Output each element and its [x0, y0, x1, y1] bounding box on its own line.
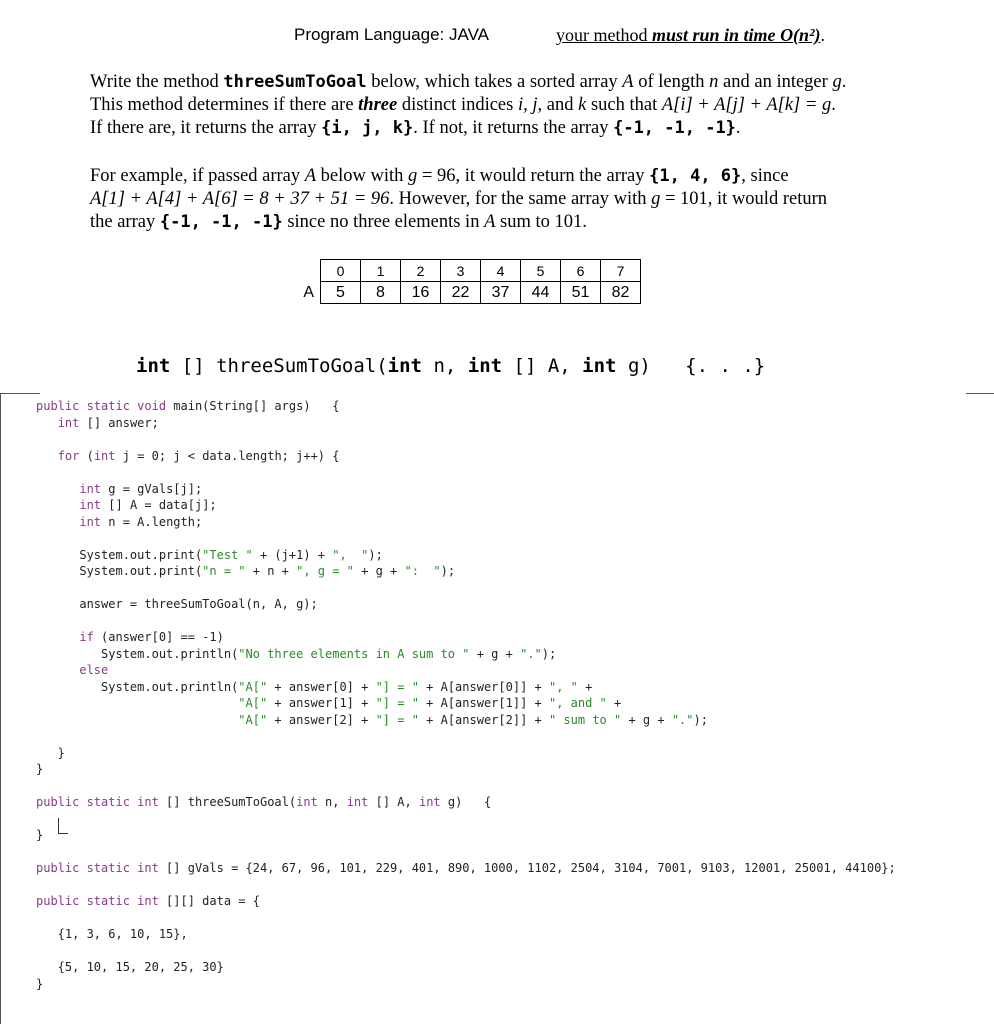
code-keyword: int — [79, 498, 102, 512]
code-text — [36, 416, 58, 430]
array-value-cell: 82 — [601, 282, 641, 304]
code-line — [36, 613, 896, 630]
code-text: ); — [368, 547, 383, 562]
code-line — [36, 893, 896, 910]
code-line — [36, 431, 896, 448]
code-text: {5, 10, 15, 20, 25, 30} — [36, 960, 224, 974]
code-block — [36, 398, 896, 992]
text: . However, for the same array with — [389, 189, 652, 209]
code-string: "] = " — [375, 696, 419, 710]
index-row-spacer — [282, 260, 321, 282]
code-line — [36, 530, 896, 547]
code-line — [36, 695, 896, 712]
code-text: + A[answer[1]] + — [418, 696, 549, 710]
code-line — [36, 464, 896, 481]
example-line-2 — [90, 188, 827, 211]
text: g) — [616, 355, 651, 377]
example-line-3 — [90, 211, 827, 234]
code-line — [36, 563, 896, 580]
code-line — [36, 910, 896, 927]
code-text: + answer[2] + — [267, 712, 376, 727]
code-string: "A[" — [238, 679, 268, 694]
array-index-cell: 2 — [401, 260, 441, 282]
text: , since — [741, 166, 789, 186]
code-text: j = 0; j < data.length; j++) { — [115, 448, 340, 463]
code-text: System.out.print( — [36, 547, 203, 562]
code-string: ", " — [548, 679, 578, 694]
code-keyword: public static int — [36, 894, 159, 908]
text: = 101, it would return — [660, 189, 827, 209]
fail-array: {-1, -1, -1} — [613, 118, 736, 138]
header-language: Program Language: JAVA — [294, 25, 489, 44]
code-line — [36, 811, 896, 828]
code-keyword: if — [79, 630, 94, 644]
text: . If not, it returns the array — [413, 118, 614, 138]
code-keyword: int — [418, 795, 441, 809]
description-line-1 — [90, 71, 846, 94]
text: and an integer — [718, 72, 833, 92]
kw: int — [582, 355, 617, 377]
code-text: } — [36, 745, 65, 760]
code-text — [36, 630, 79, 644]
index-row — [282, 260, 641, 282]
code-text — [36, 663, 79, 677]
description-line-2 — [90, 94, 846, 117]
text-cursor — [58, 818, 68, 834]
array-value-cell: 37 — [481, 282, 521, 304]
code-text — [36, 449, 58, 463]
code-frame-border — [0, 393, 1, 1024]
text: . — [831, 95, 836, 115]
requirement-end: . — [820, 25, 825, 45]
code-text: [][] data = { — [158, 894, 260, 908]
code-string: "Test " — [202, 547, 253, 562]
code-text: {1, 3, 6, 10, 15}, — [36, 927, 188, 941]
emphasis-three: three — [358, 95, 398, 115]
text: the array — [90, 212, 160, 232]
example-result: {1, 4, 6} — [649, 166, 742, 186]
code-text: + g + — [469, 646, 521, 661]
text: [] A, — [502, 355, 583, 377]
code-text: ); — [541, 646, 557, 661]
code-line — [36, 481, 896, 498]
code-text: + (j+1) + — [252, 547, 333, 562]
text: . — [841, 72, 847, 92]
text: sum to 101. — [495, 212, 587, 232]
code-text: answer = threeSumToGoal(n, A, g); — [36, 597, 318, 611]
code-line — [36, 712, 896, 729]
array-a-table — [282, 259, 641, 304]
code-line — [36, 745, 896, 762]
code-text: } — [36, 762, 44, 776]
text: n, — [422, 355, 468, 377]
var-n: n — [709, 72, 719, 92]
code-line — [36, 580, 896, 597]
code-text: + — [606, 696, 622, 710]
code-text: + A[answer[2]] + — [418, 712, 549, 727]
array-index-cell: 1 — [361, 260, 401, 282]
code-keyword: public static void — [36, 399, 174, 413]
code-line — [36, 860, 896, 877]
code-line — [36, 959, 896, 976]
text: of length — [633, 72, 710, 92]
example-description — [90, 165, 827, 234]
text: = 96, it would return the array — [417, 166, 650, 186]
code-text: ( — [79, 448, 94, 463]
code-string: ", and " — [548, 696, 607, 710]
code-text: ); — [440, 564, 456, 578]
code-frame-border — [966, 393, 994, 394]
method-signature — [136, 355, 765, 377]
kw: int — [136, 355, 171, 377]
kw: int — [467, 355, 503, 377]
code-keyword: public static int — [36, 795, 159, 809]
code-text: [] A, — [368, 795, 419, 809]
text: . — [735, 118, 741, 138]
code-text — [36, 515, 79, 529]
array-value-cell: 51 — [561, 282, 601, 304]
code-line — [36, 596, 896, 613]
code-text: [] A = data[j]; — [101, 498, 217, 512]
method-name: threeSumToGoal — [223, 72, 367, 92]
code-text: [] answer; — [79, 415, 159, 430]
code-text: System.out.println( — [36, 679, 239, 694]
text: and — [542, 95, 579, 115]
code-line — [36, 877, 896, 894]
code-line — [36, 926, 896, 943]
code-keyword: int — [79, 514, 102, 529]
code-text: ); — [693, 712, 708, 727]
example-equation: A[1] + A[4] + A[6] = 8 + 37 + 51 = 96 — [90, 189, 390, 209]
code-string: "A[" — [238, 712, 268, 727]
kw: int — [387, 355, 422, 377]
code-text: + g + — [353, 564, 405, 578]
array-index-cell: 5 — [521, 260, 561, 282]
code-keyword: int — [296, 795, 318, 809]
signature-body: {. . .} — [650, 355, 766, 377]
requirement-prefix: your method — [556, 25, 652, 45]
text: For example, if passed array — [90, 166, 305, 186]
header-time-requirement — [556, 25, 825, 46]
var-a: A — [304, 166, 317, 186]
code-line — [36, 679, 896, 696]
var-g: g — [651, 189, 661, 209]
problem-description — [90, 71, 846, 140]
requirement-emphasis: must run in time — [652, 25, 781, 45]
code-keyword: public static int — [36, 861, 159, 875]
code-string: "n = " — [202, 564, 246, 578]
text: since no three elements in — [282, 212, 485, 232]
code-keyword: int — [57, 415, 80, 430]
code-text: System.out.print( — [36, 564, 203, 578]
code-string: "." — [520, 646, 542, 661]
code-line — [36, 398, 896, 415]
code-text: + answer[0] + — [267, 679, 376, 694]
array-index-cell: 3 — [441, 260, 481, 282]
array-value-cell: 16 — [401, 282, 441, 304]
code-text: + A[answer[0]] + — [418, 679, 549, 694]
code-line — [36, 514, 896, 531]
return-array: {i, j, k} — [321, 118, 414, 138]
var-k: k — [578, 95, 587, 115]
code-string: "No three elements in A sum to " — [238, 646, 470, 661]
code-string: "." — [671, 712, 694, 727]
code-string: "A[" — [238, 696, 268, 710]
array-value-cell: 22 — [441, 282, 481, 304]
code-string: ": " — [404, 564, 441, 578]
code-text: n, — [317, 795, 347, 809]
code-text: [] threeSumToGoal( — [158, 795, 297, 809]
code-text — [36, 696, 238, 710]
var-ijk: i, j, — [517, 95, 543, 115]
code-text: System.out.println( — [36, 646, 239, 661]
code-line — [36, 778, 896, 795]
array-label: A — [303, 283, 314, 301]
code-text: + answer[1] + — [267, 696, 376, 710]
text: This method determines if there are — [90, 95, 359, 115]
text: such that — [586, 95, 662, 115]
code-line — [36, 415, 896, 432]
code-line — [36, 448, 896, 465]
var-g: g — [832, 72, 842, 92]
var-a: A — [622, 72, 634, 92]
code-line — [36, 497, 896, 514]
equation: A[i] + A[j] + A[k] = g — [661, 95, 832, 115]
code-text — [36, 713, 238, 727]
code-frame-border — [0, 393, 40, 394]
code-text: } — [36, 828, 44, 842]
code-text — [36, 498, 79, 512]
array-index-cell: 0 — [321, 260, 361, 282]
code-line — [36, 794, 896, 811]
var-g: g — [408, 166, 418, 186]
code-text — [36, 482, 79, 496]
code-text: (answer[0] == -1) — [93, 630, 224, 644]
code-text: + — [577, 679, 593, 694]
array-value-cell: 44 — [521, 282, 561, 304]
code-line — [36, 547, 896, 564]
code-line — [36, 976, 896, 993]
array-value-cell: 5 — [321, 282, 361, 304]
code-text: g) { — [440, 795, 492, 809]
text: distinct indices — [397, 95, 518, 115]
text: below, which takes a sorted array — [366, 72, 623, 92]
var-a: A — [484, 212, 496, 232]
code-keyword: int — [79, 481, 102, 496]
text: [] threeSumToGoal( — [170, 355, 388, 377]
code-line — [36, 844, 896, 861]
code-line — [36, 728, 896, 745]
text: If there are, it returns the array — [90, 118, 322, 138]
code-text: [] gVals = {24, 67, 96, 101, 229, 401, 890, 1000, 1102, 2504, 3104, 7001, 9103, 12001, 25001, 44100}; — [158, 861, 896, 875]
code-string: " sum to " — [548, 712, 622, 727]
code-string: "] = " — [375, 712, 419, 727]
code-string: ", " — [332, 547, 369, 562]
code-string: ", g = " — [296, 564, 354, 578]
array-index-cell: 7 — [601, 260, 641, 282]
value-row — [282, 282, 641, 304]
code-text: + g + — [621, 712, 672, 727]
description-line-3 — [90, 117, 846, 140]
code-string: "] = " — [375, 679, 419, 694]
text: Write the method — [90, 72, 224, 92]
code-line — [36, 629, 896, 646]
code-text: main(String[] args) { — [173, 399, 340, 413]
fail-array: {-1, -1, -1} — [159, 212, 283, 232]
code-text: g = gVals[j]; — [101, 481, 203, 496]
code-line — [36, 827, 896, 844]
requirement-big-o: O(n²) — [780, 25, 821, 45]
code-keyword: else — [79, 663, 109, 677]
code-text: + n + — [245, 564, 297, 578]
code-keyword: int — [93, 448, 116, 463]
code-line — [36, 943, 896, 960]
example-line-1 — [90, 165, 827, 188]
array-index-cell: 4 — [481, 260, 521, 282]
code-line — [36, 646, 896, 663]
text: below with — [316, 166, 409, 186]
code-keyword: int — [346, 795, 369, 809]
code-text: n = A.length; — [101, 514, 203, 529]
array-value-cell: 8 — [361, 282, 401, 304]
array-index-cell: 6 — [561, 260, 601, 282]
code-line — [36, 662, 896, 679]
code-keyword: for — [57, 448, 80, 463]
code-text: } — [36, 976, 44, 991]
code-line — [36, 761, 896, 778]
